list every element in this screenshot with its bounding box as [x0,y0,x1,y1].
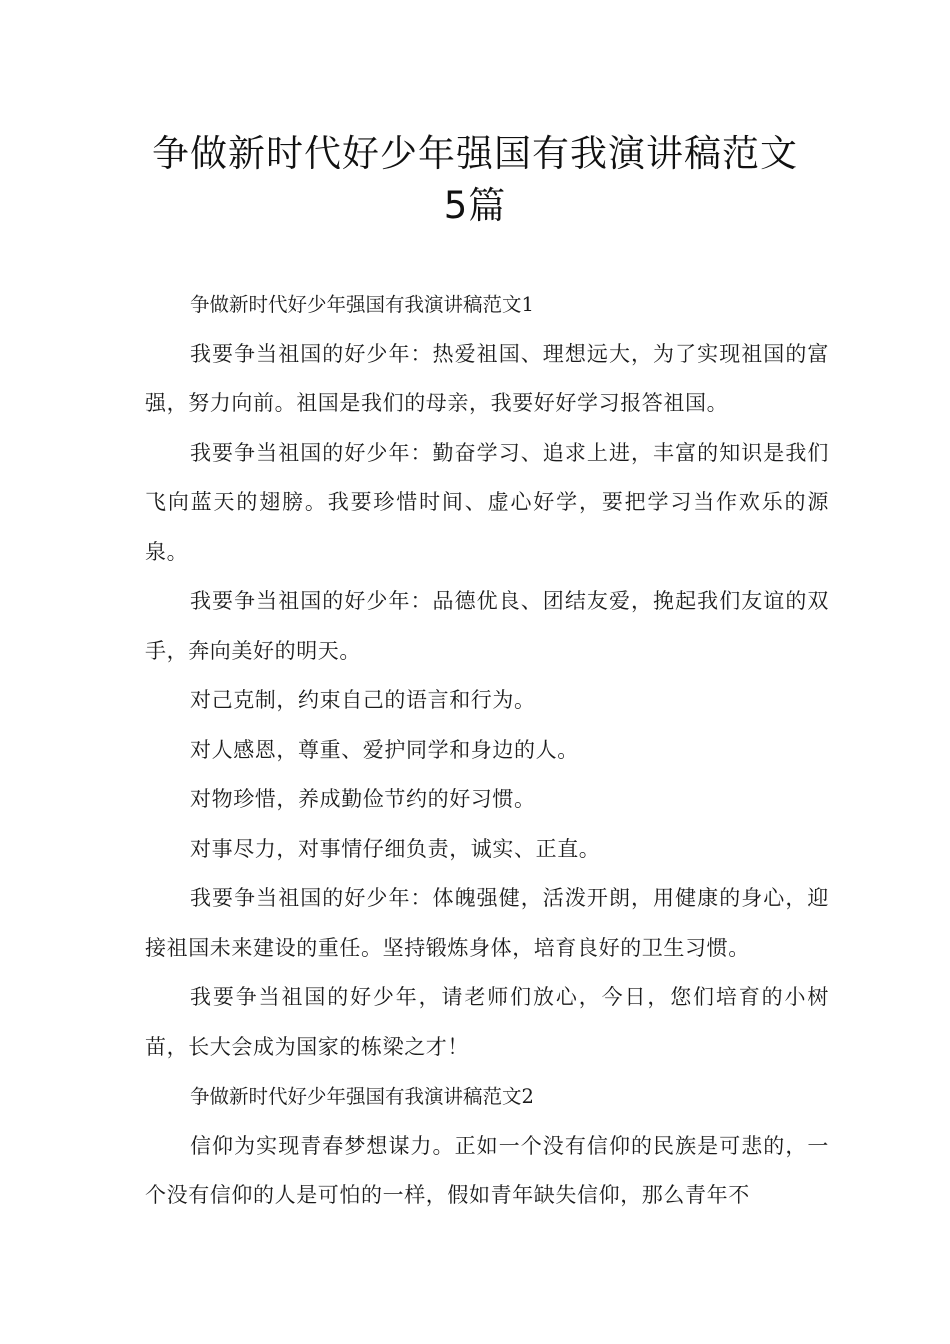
paragraph: 对事尽力，对事情仔细负责，诚实、正直。 [190,836,601,861]
paragraph: 对物珍惜，养成勤俭节约的好习惯。 [190,787,536,811]
paragraph: 我要争当祖国的好少年：品德优良、团结友爱，挽起我们友谊的双手，奔向美好的明天。 [145,589,829,663]
paragraph: 我要争当祖国的好少年：体魄强健，活泼开朗，用健康的身心，迎接祖国未来建设的重任。坚持锻炼身体，培育良好的卫生习惯。 [145,886,829,960]
document-body [145,280,829,1221]
title-line-2: 5篇 [443,184,507,227]
paragraph: 我要争当祖国的好少年：热爱祖国、理想远大，为了实现祖国的富强，努力向前。祖国是我们的母亲，我要好好学习报答祖国。 [145,341,829,415]
section-heading-1: 争做新时代好少年强国有我演讲稿范文1 [190,293,534,316]
paragraph: 对己克制，约束自己的语言和行为。 [190,688,536,712]
title-line-1: 争做新时代好少年强国有我演讲稿范文 [152,132,798,175]
paragraph: 我要争当祖国的好少年，请老师们放心，今日，您们培育的小树苗，长大会成为国家的栋梁之才！ [145,985,829,1059]
section-heading-2: 争做新时代好少年强国有我演讲稿范文2 [190,1085,534,1108]
paragraph: 我要争当祖国的好少年：勤奋学习、追求上进，丰富的知识是我们飞向蓝天的翅膀。我要珍惜时间、虚心好学，要把学习当作欢乐的源泉。 [145,440,829,564]
document-title [60,128,890,232]
paragraph: 对人感恩，尊重、爱护同学和身边的人。 [190,737,579,762]
paragraph: 信仰为实现青春梦想谋力。正如一个没有信仰的民族是可悲的，一个没有信仰的人是可怕的一样，假如青年缺失信仰，那么青年不 [145,1133,829,1207]
